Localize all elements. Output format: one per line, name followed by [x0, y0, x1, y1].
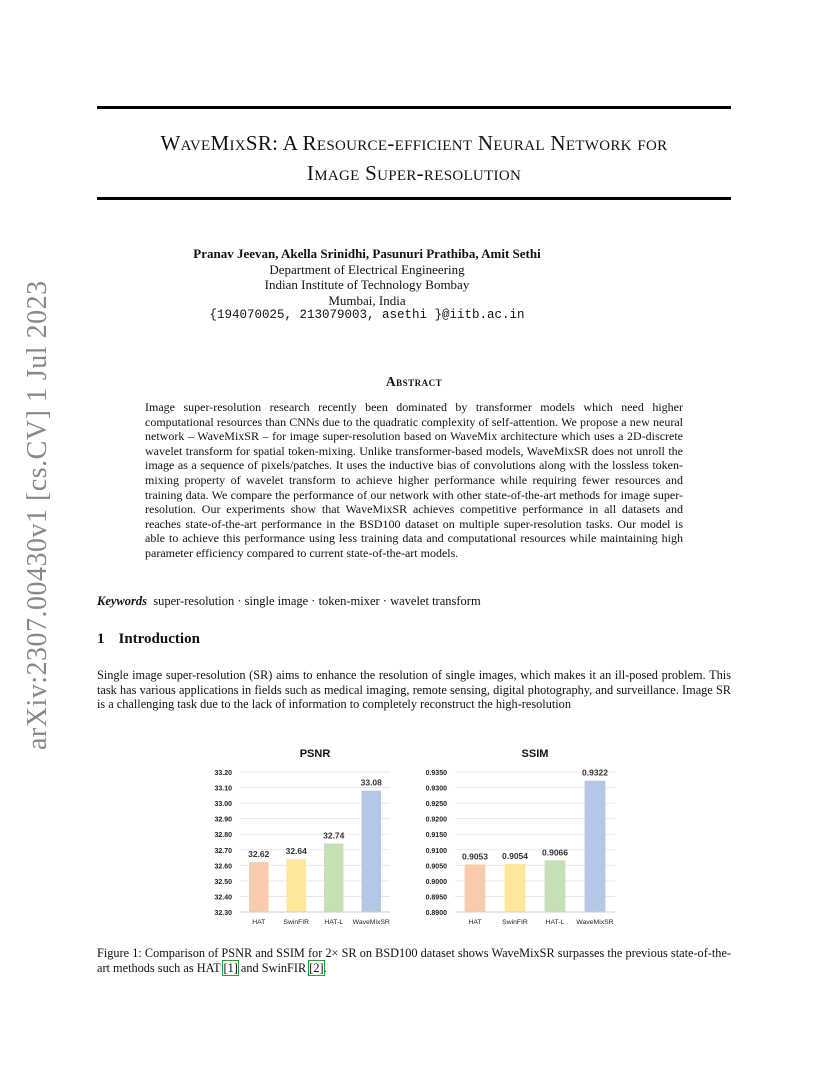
y-tick-label: 33.00: [214, 801, 232, 809]
figure-caption: [97, 946, 731, 976]
abstract-heading: Abstract: [385, 374, 443, 389]
keywords-label: Keywords: [97, 594, 147, 608]
y-tick-label: 32.30: [214, 910, 232, 917]
title-line-1-part: ix: [229, 131, 246, 155]
author-institute: Indian Institute of Technology Bombay: [264, 277, 470, 292]
y-tick-label: 0.9250: [425, 801, 447, 809]
title-line-1-part: ave: [180, 131, 211, 155]
y-tick-label: 33.20: [214, 770, 232, 777]
data-label: 32.64: [285, 846, 307, 857]
y-tick-label: 0.9150: [425, 832, 447, 840]
chart-svg: [200, 742, 640, 932]
title-line-1-part: etwork for: [565, 131, 668, 155]
title-line-1-part: W: [160, 131, 181, 155]
data-label: 0.9054: [502, 851, 528, 862]
data-label: 32.74: [323, 830, 345, 841]
y-tick-label: 0.9100: [425, 847, 447, 855]
bar-wavemixsr: [362, 791, 382, 912]
arxiv-identifier: arXiv:2307.00430v1 [cs.CV] 1 Jul 2023: [22, 280, 53, 750]
y-tick-label: 32.60: [214, 863, 232, 871]
y-tick-label: 32.70: [214, 847, 232, 855]
author-department: Department of Electrical Engineering: [269, 261, 465, 277]
author-emails: {194070025, 213079003, asethi }@iitb.ac.in: [209, 308, 525, 322]
title-line-2-part: mage: [314, 161, 360, 185]
y-tick-label: 0.9000: [425, 878, 447, 886]
bar-hat: [249, 862, 269, 912]
data-label: 0.9053: [462, 851, 488, 862]
y-tick-label: 33.10: [214, 785, 232, 793]
y-tick-label: 32.90: [214, 816, 232, 824]
data-label: 0.9066: [542, 847, 568, 858]
x-tick-label: SwinFIR: [283, 919, 310, 926]
title-bottom-rule: [97, 197, 731, 200]
data-label: 33.08: [360, 777, 382, 788]
bar-hat-l: [324, 844, 344, 912]
abstract-text: Image super-resolution research recently been dominated by transformer models which need higher computational resources than CNNs due to the quadratic complexity of self-attention. We propose a new neural network – WaveMixSR – for image super-resolution based on WaveMix architecture which uses a 2D-discrete wavelet transform for spatial token-mixing. Unlike transformer-based models, WaveMixSR does not unroll the image as a sequence of pixels/patches. It uses the inductive bias of convolutions along with the lossless token-mixing property of wavelet transform to achieve higher performance while requiring fewer resources and training data. We compare the performance of our network with other state-of-the-art methods for image super-resolution. Our experiments show that WaveMixSR achieves competitive performance in all datasets and reaches state-of-the-art performance in the BSD100 dataset on multiple super-resolution tasks. Our model is able to achieve this performance using less training data and computational resources while maintaining high parameter efficiency compared to current state-of-the-art models.: [145, 400, 683, 560]
author-city: Mumbai, India: [328, 292, 406, 308]
title-line-2-part: S: [359, 161, 378, 185]
title-line-1-part: SR: A R: [245, 131, 317, 155]
title-line-2-part: I: [306, 161, 315, 185]
caption-text: Figure 1: Comparison of PSNR and SSIM for 2× SR on BSD100 dataset shows WaveMixSR surpasses the previous state-of-the-art methods such as HAT: [97, 946, 731, 975]
figure-charts: [200, 742, 640, 932]
bar-hat-l: [545, 860, 566, 912]
section-title: Introduction: [118, 631, 200, 647]
bar-swinfir: [505, 864, 526, 912]
citation-link-swinfir[interactable]: [2]: [309, 961, 324, 975]
data-label: 0.9322: [582, 767, 608, 778]
y-tick-label: 0.8900: [425, 910, 447, 917]
caption-text-end: .: [323, 961, 327, 975]
x-tick-label: HAT-L: [324, 919, 344, 926]
citation-link-hat[interactable]: [1]: [223, 961, 238, 975]
title-line-1-part: eural: [493, 131, 545, 155]
chart-title: PSNR: [299, 748, 331, 760]
author-names: Pranav Jeevan, Akella Srinidhi, Pasunuri Prathiba, Amit Sethi: [193, 246, 541, 261]
y-tick-label: 0.9350: [425, 770, 447, 777]
title-line-1-part: M: [210, 131, 230, 155]
caption-text-middle: and SwinFIR: [237, 961, 310, 975]
paper-title: [97, 128, 731, 188]
x-tick-label: WaveMixSR: [576, 919, 614, 926]
data-label: 32.62: [248, 849, 270, 860]
x-tick-label: HAT: [468, 919, 482, 926]
y-tick-label: 0.9300: [425, 785, 447, 793]
x-tick-label: HAT: [252, 919, 266, 926]
title-line-2-part: uper-resolution: [377, 161, 522, 185]
bar-wavemixsr: [585, 781, 606, 912]
keywords-text: super-resolution · single image · token-mixer · wavelet transform: [153, 594, 481, 608]
y-tick-label: 32.80: [214, 832, 232, 840]
introduction-text: Single image super-resolution (SR) aims to enhance the resolution of single images, which makes it an ill-posed problem. This task has various applications in fields such as medical imaging, remote sensing, digital photography, and surveillance. Image SR is a challenging task due to the lack of information to completely reconstruct the high-resolution: [97, 668, 731, 712]
keywords-line: [97, 594, 481, 609]
x-tick-label: HAT-L: [545, 919, 565, 926]
y-tick-label: 0.9200: [425, 816, 447, 824]
title-line-1-part: N: [472, 131, 494, 155]
bar-swinfir: [287, 859, 307, 912]
x-tick-label: WaveMixSR: [352, 919, 390, 926]
section-number: 1: [97, 631, 105, 647]
y-tick-label: 0.8950: [425, 894, 447, 902]
section-heading: [97, 631, 200, 648]
title-line-2: [97, 158, 731, 188]
chart-title: SSIM: [521, 748, 549, 760]
title-line-1-part: N: [544, 131, 566, 155]
bar-hat: [465, 864, 486, 912]
title-line-1: [97, 128, 731, 158]
y-tick-label: 32.50: [214, 878, 232, 886]
title-top-rule: [97, 106, 731, 109]
x-tick-label: SwinFIR: [502, 919, 528, 926]
y-tick-label: 32.40: [214, 894, 232, 902]
y-tick-label: 0.9050: [425, 863, 447, 871]
author-block: [97, 246, 637, 324]
title-line-1-part: esource-efficient: [316, 131, 473, 155]
